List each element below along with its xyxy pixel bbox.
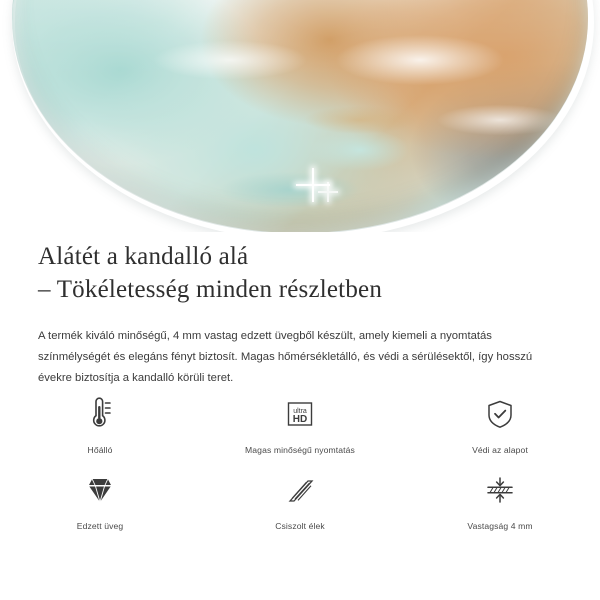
- thickness-icon: [478, 468, 522, 512]
- feature-item-thickness: [400, 468, 600, 532]
- feature-grid: [0, 392, 600, 532]
- shield-check-icon: [478, 392, 522, 436]
- diamond-icon: [78, 468, 122, 512]
- feature-item-polished-edges: [200, 468, 400, 532]
- feature-item-heat-resistant: [0, 392, 200, 456]
- feature-item-tempered-glass: [0, 468, 200, 532]
- thermometer-icon: [78, 392, 122, 436]
- hero-product-image: [0, 0, 600, 232]
- feature-item-print-quality: [200, 392, 400, 456]
- feature-label: Edzett üveg: [76, 521, 124, 531]
- svg-text:ultra: ultra: [293, 408, 307, 415]
- description-content: [0, 232, 600, 389]
- description-paragraph: A termék kiváló minőségű, 4 mm vastag edzett üvegből készült, amely kiemeli a nyomtatás színmélységét és elegáns fényt biztosít. Magas hőmérsékletálló, és védi a sérülésektől, így hosszú évekre biztosítja a kandalló körüli teret.: [38, 330, 533, 384]
- page-title-line-1: Alátét a kandalló alá: [38, 243, 249, 270]
- feature-label: Csiszolt élek: [275, 521, 325, 531]
- svg-text:HD: HD: [292, 414, 308, 425]
- ultra-hd-icon: [278, 392, 322, 436]
- page-title-line-2: – Tökéletesség minden részletben: [38, 276, 383, 303]
- page-title: [0, 240, 600, 306]
- feature-label: Vastagság 4 mm: [467, 521, 533, 531]
- feature-label: Magas minőségű nyomtatás: [245, 445, 355, 455]
- feature-label: Védi az alapot: [472, 445, 528, 455]
- marble-art-texture: [0, 0, 600, 232]
- feature-label: Hőálló: [87, 445, 113, 455]
- feature-item-protects-surface: [400, 392, 600, 456]
- polished-edges-icon: [278, 468, 322, 512]
